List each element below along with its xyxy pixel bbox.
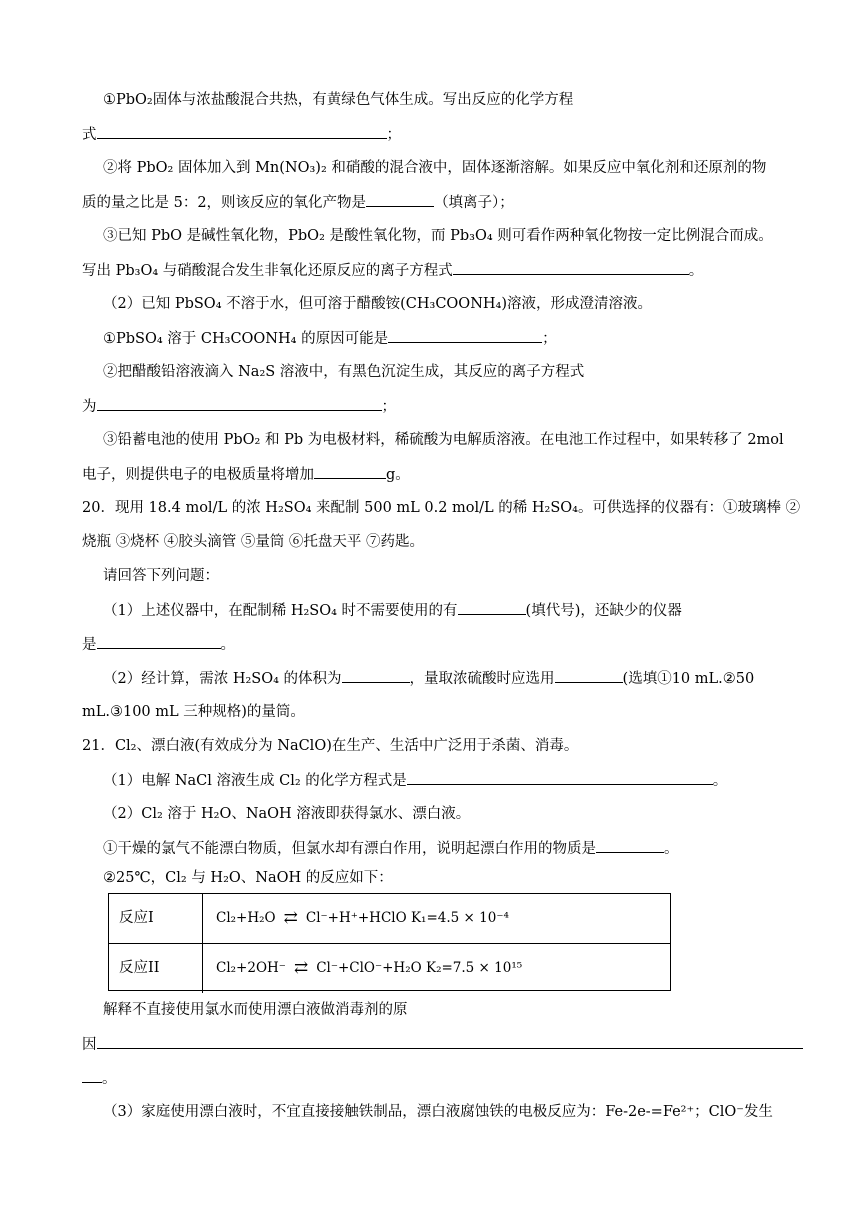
table-row (109, 894, 670, 943)
q19-line-s2b2: 为 ； (82, 396, 396, 417)
q21-line-8: 。 (82, 1068, 117, 1089)
reaction-table (108, 893, 671, 991)
q19-line-p1: ①PbO₂固体与浓盐酸混合共热，有黄绿色气体生成。写出反应的化学方程 (103, 92, 574, 108)
q19-line-p3: ③已知 PbO 是碱性氧化物，PbO₂ 是酸性氧化物，而 Pb₃O₄ 则可看作两种氧化物按一定比例混合而成。 (103, 228, 773, 244)
q21-line-6: 解释不直接使用氯水而使用漂白液做消毒剂的原 (103, 1002, 408, 1018)
q20-line-4: （1）上述仪器中，在配制稀 H₂SO₄ 时不需要使用的有 (填代号)，还缺少的仪器 (103, 600, 682, 621)
q21-line-9: （3）家庭使用漂白液时，不宜直接接触铁制品，漂白液腐蚀铁的电极反应为：Fe-2e-=Fe²⁺；ClO⁻发生 (103, 1104, 773, 1120)
q19-line-p3b: 写出 Pb₃O₄ 与硝酸混合发生非氧化还原反应的离子方程式 。 (82, 260, 703, 281)
q19-line-p1b: 式 ； (82, 124, 401, 145)
q21-line-3: （2）Cl₂ 溶于 H₂O、NaOH 溶液即获得氯水、漂白液。 (103, 806, 471, 822)
q20-line-7: mL.③100 mL 三种规格)的量筒。 (82, 704, 305, 720)
answer-blank[interactable] (97, 124, 387, 139)
answer-blank[interactable] (453, 260, 689, 275)
answer-blank[interactable] (555, 668, 623, 683)
q19-line-s2a: ①PbSO₄ 溶于 CH₃COONH₄ 的原因可能是 ； (103, 328, 557, 349)
q20-line-1: 20．现用 18.4 mol/L 的浓 H₂SO₄ 来配制 500 mL 0.2 mol/L 的稀 H₂SO₄。可供选择的仪器有：①玻璃棒 ② (82, 500, 801, 516)
q21-line-7: 因 (82, 1034, 803, 1055)
reaction-equation: Cl₂+2OH⁻ ⇄ Cl⁻+ClO⁻+H₂O K₂=7.5 × 10¹⁵ (204, 944, 670, 993)
q21-line-1: 21．Cl₂、漂白液(有效成分为 NaClO)在生产、生活中广泛用于杀菌、消毒。 (82, 738, 579, 754)
answer-blank[interactable] (97, 1034, 803, 1049)
q19-section2: （2）已知 PbSO₄ 不溶于水，但可溶于醋酸铵(CH₃COONH₄)溶液，形成澄清溶液。 (103, 296, 652, 312)
q19-line-s2c2: 电子，则提供电子的电极质量将增加 g。 (82, 464, 410, 485)
answer-blank[interactable] (596, 838, 664, 853)
q20-line-2: 烧瓶 ③烧杯 ④胶头滴管 ⑤量筒 ⑥托盘天平 ⑦药匙。 (82, 534, 425, 550)
q19-line-s2c: ③铅蓄电池的使用 PbO₂ 和 Pb 为电极材料，稀硫酸为电解质溶液。在电池工作过程中，如果转移了 2mol (103, 432, 784, 448)
answer-blank[interactable] (342, 668, 410, 683)
answer-blank[interactable] (366, 192, 434, 207)
answer-blank[interactable] (388, 328, 542, 343)
table-row (109, 943, 670, 993)
answer-blank[interactable] (97, 634, 221, 649)
answer-blank[interactable] (97, 396, 382, 411)
answer-blank[interactable] (82, 1068, 102, 1083)
reaction-name: 反应II (109, 944, 203, 993)
equilibrium-arrow-icon: ⇄ (283, 908, 298, 928)
q20-line-3: 请回答下列问题： (103, 568, 219, 584)
answer-blank[interactable] (314, 464, 386, 479)
q19-line-p2: ②将 PbO₂ 固体加入到 Mn(NO₃)₂ 和硝酸的混合液中，固体逐渐溶解。如果反应中氧化剂和还原剂的物 (103, 160, 767, 176)
q21-line-2: （1）电解 NaCl 溶液生成 Cl₂ 的化学方程式是 。 (103, 770, 727, 791)
answer-blank[interactable] (458, 600, 526, 615)
q19-line-p2b: 质的量之比是 5：2，则该反应的氧化产物是 （填离子）； (82, 192, 514, 213)
reaction-name: 反应I (109, 894, 203, 943)
q20-line-5: 是 。 (82, 634, 235, 655)
q20-line-6: （2）经计算，需浓 H₂SO₄ 的体积为 ，量取浓硫酸时应选用 (选填①10 mL.②50 (103, 668, 754, 689)
q21-line-5: ②25℃，Cl₂ 与 H₂O、NaOH 的反应如下： (103, 870, 393, 886)
answer-blank[interactable] (407, 770, 713, 785)
equilibrium-arrow-icon: ⇄ (293, 958, 309, 978)
q21-line-4: ①干燥的氯气不能漂白物质，但氯水却有漂白作用，说明起漂白作用的物质是 。 (103, 838, 679, 859)
reaction-equation: Cl₂+H₂O ⇄ Cl⁻+H⁺+HClO K₁=4.5 × 10⁻⁴ (204, 894, 670, 943)
q19-line-s2b: ②把醋酸铅溶液滴入 Na₂S 溶液中，有黑色沉淀生成，其反应的离子方程式 (103, 364, 585, 380)
